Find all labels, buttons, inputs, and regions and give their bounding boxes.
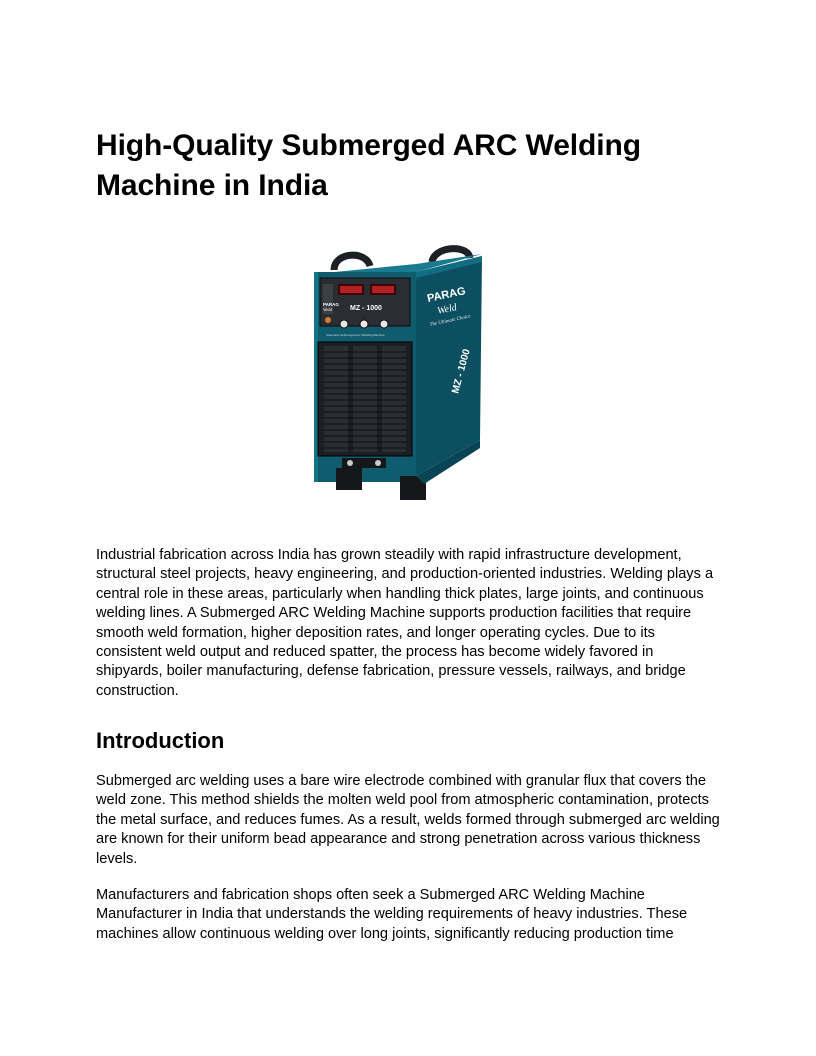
panel-caption: Automatic Submerged Arc Welding Machine (326, 333, 385, 337)
side-model-label: MZ - 1000 (450, 347, 473, 395)
machine-handle-left (334, 255, 370, 270)
panel-model-label: MZ - 1000 (350, 305, 382, 312)
welding-machine-image (304, 244, 496, 508)
introduction-paragraph-2: Manufacturers and fabrication shops often seek a Submerged ARC Welding Machine Manufacturer in India that understands the welding requirements of heavy industries. These machines allow continuous welding over long joints, significantly reducing production time (96, 887, 688, 942)
side-tagline: The Ultimate Choice (429, 314, 472, 328)
machine-foot-left (336, 468, 362, 490)
knob-left (340, 320, 348, 328)
panel-brand-line2: Weld (323, 307, 332, 312)
knob-right (380, 320, 388, 328)
section-heading-introduction: Introduction (96, 728, 225, 753)
intro-paragraph: Industrial fabrication across India has grown steadily with rapid infrastructure development, structural steel projects, heavy engineering, and production-oriented industries. Welding plays a central role in these areas, particularly when handling thick plates, large joints, and continuous welding lines. A Submerged ARC Welding Machine supports production facilities that require smooth weld formation, higher deposition rates, and longer operating cycles. Due to its consistent weld output and reduced spatter, the process has become widely favored in shipyards, boiler manufacturing, defense fabrication, pressure vessels, railways, and bridge construction. (96, 547, 714, 699)
introduction-paragraph-1: Submerged arc welding uses a bare wire electrode combined with granular flux that covers the weld zone. This method shields the molten weld pool from atmospheric contamination, protects the metal surface, and reduces fumes. As a result, welds formed through submerged arc welding are known for their uniform bead appearance and strong penetration across various thickness levels. (96, 773, 720, 867)
side-brand-line2: Weld (436, 302, 458, 317)
page-title: High-Quality Submerged ARC Welding Machine in India (96, 129, 641, 202)
panel-brand-line1: PARAG (323, 302, 339, 307)
knob-middle (360, 320, 368, 328)
side-brand-line1: PARAG (426, 285, 467, 305)
